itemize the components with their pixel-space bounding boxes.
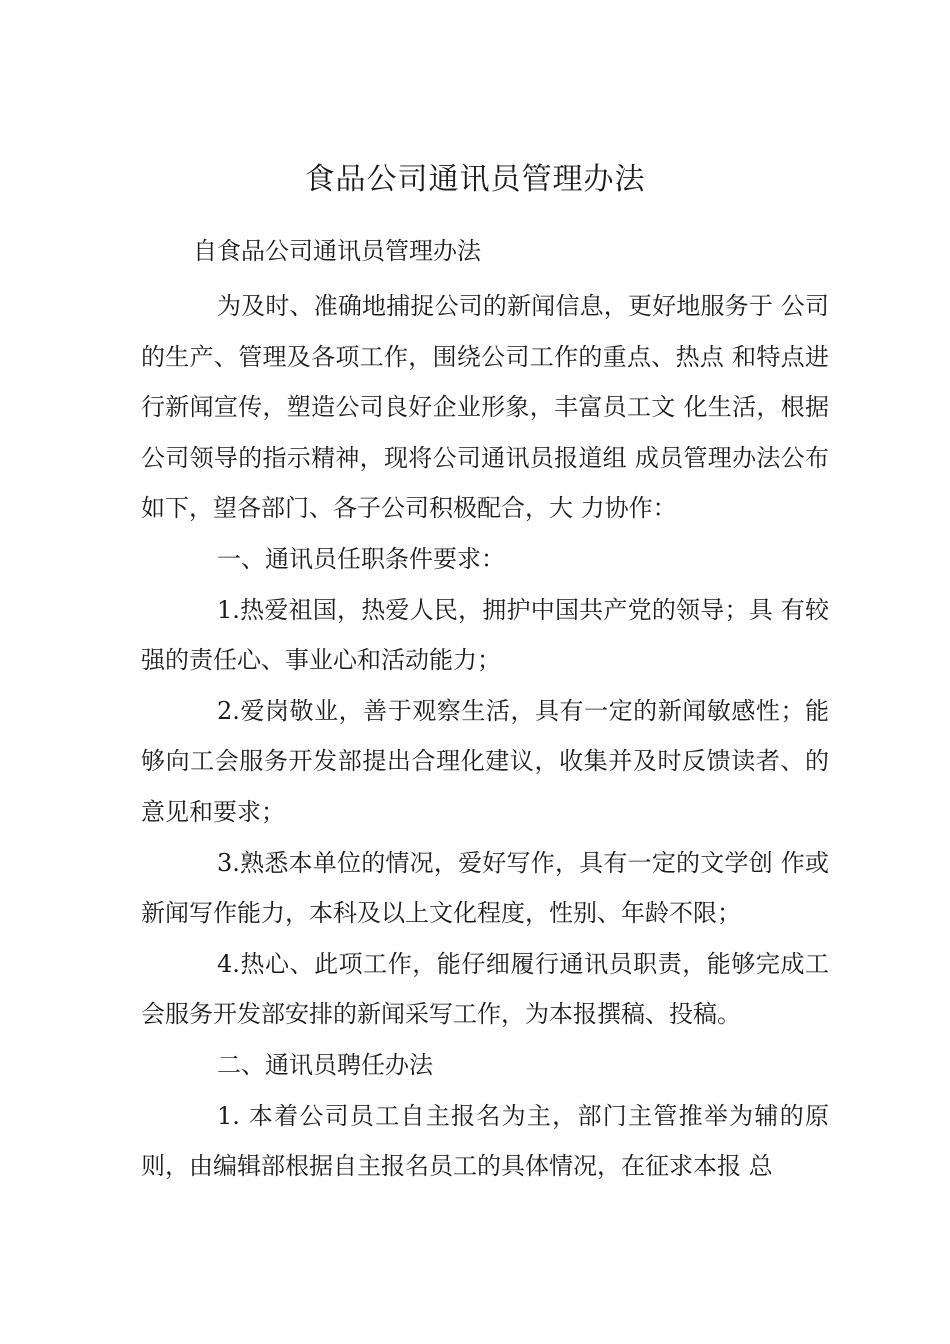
section-heading-2: 二、通讯员聘任办法	[217, 1050, 433, 1079]
paragraph-intro: 为及时、准确地捕捉公司的新闻信息，更好地服务于 公司的生产、管理及各项工作，围绕公司工作的重点、热点 和特点进行新闻宣传，塑造公司良好企业形象，丰富员工文 化生活，根据公司领导的指示精神，现将公司通讯员报道组 成员管理办法公布如下，望各部门、各子公司积极配合，大 力协作：	[141, 292, 829, 523]
document-body	[141, 281, 829, 1192]
section-heading-1: 一、通讯员任职条件要求：	[217, 544, 505, 573]
document-subtitle: 自食品公司通讯员管理办法	[193, 237, 481, 265]
paragraph-requirement-1: 1.热爱祖国，热爱人民，拥护中国共产党的领导；具 有较强的责任心、事业心和活动能力；	[141, 595, 829, 675]
paragraph-requirement-4: 4.热心、此项工作，能仔细履行通讯员职责，能够完成工会服务开发部安排的新闻采写工作，为本报撰稿、投稿。	[141, 949, 829, 1029]
paragraph-requirement-2: 2.爱岗敬业，善于观察生活，具有一定的新闻敏感性；能够向工会服务开发部提出合理化建议，收集并及时反馈读者、的意见和要求；	[141, 696, 829, 826]
paragraph-appointment-1: 1. 本着公司员工自主报名为主，部门主管推举为辅的原则，由编辑部根据自主报名员工的具体情况，在征求本报 总	[141, 1101, 829, 1181]
document-title: 食品公司通讯员管理办法	[304, 162, 646, 197]
paragraph-requirement-3: 3.熟悉本单位的情况，爱好写作，具有一定的文学创 作或新闻写作能力，本科及以上文化程度，性别、年龄不限；	[141, 848, 829, 928]
